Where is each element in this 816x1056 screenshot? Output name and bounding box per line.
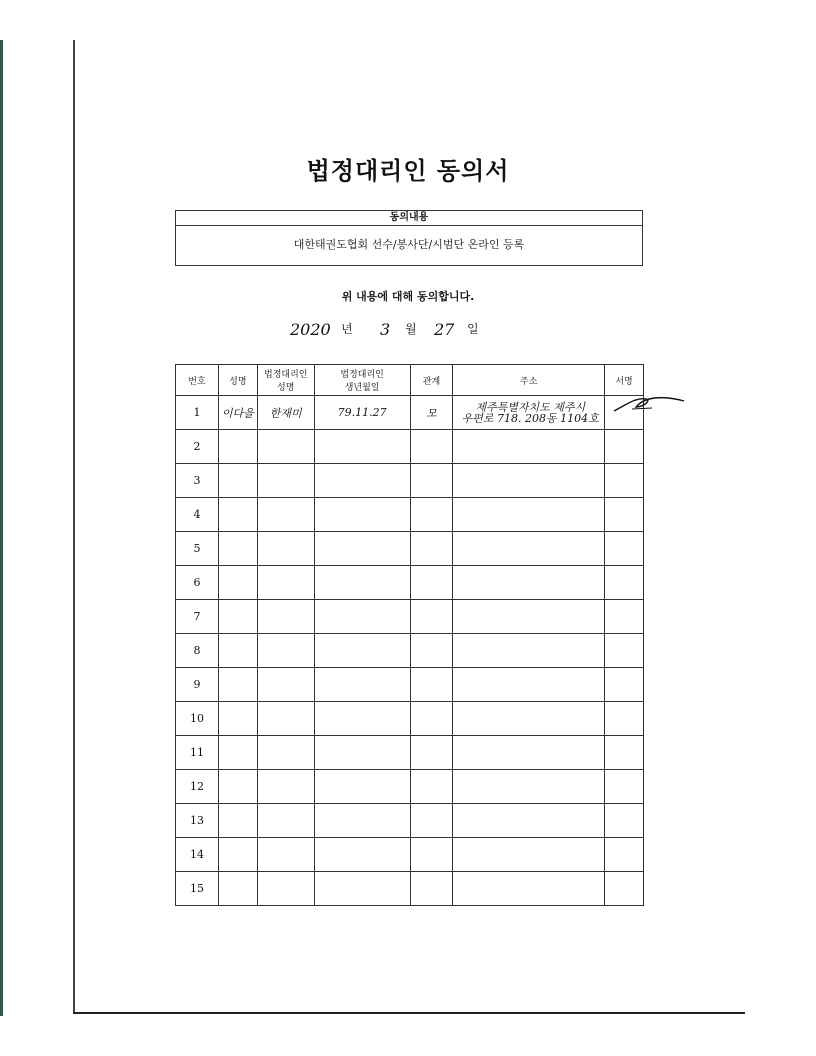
row-guardian-name — [257, 498, 314, 532]
row-guardian-dob — [314, 566, 410, 600]
row-address — [453, 532, 605, 566]
row-address — [453, 600, 605, 634]
row-relation — [410, 872, 453, 906]
row-relation — [410, 532, 453, 566]
row-relation — [410, 566, 453, 600]
table-row — [176, 634, 644, 668]
row-address-line2: 우편로 718. 208동 1104호 — [461, 411, 599, 425]
row-address — [453, 736, 605, 770]
date-year-value: 2020 — [290, 320, 331, 339]
header-number: 번호 — [176, 365, 219, 396]
row-signature — [605, 566, 644, 600]
header-address: 주소 — [453, 365, 605, 396]
row-relation — [410, 736, 453, 770]
row-name — [218, 430, 257, 464]
row-name — [218, 702, 257, 736]
table-header-row — [176, 365, 644, 396]
row-number: 10 — [176, 702, 219, 736]
table-row — [176, 668, 644, 702]
row-name — [218, 668, 257, 702]
row-name: 이다을 — [218, 396, 257, 430]
row-guardian-dob — [314, 804, 410, 838]
row-name — [218, 566, 257, 600]
row-guardian-name — [257, 566, 314, 600]
header-guardian-dob: 법정대리인 생년월일 — [314, 365, 410, 396]
row-name — [218, 736, 257, 770]
row-address — [453, 464, 605, 498]
row-guardian-dob — [314, 430, 410, 464]
row-guardian-name — [257, 838, 314, 872]
row-signature — [605, 872, 644, 906]
row-number: 2 — [176, 430, 219, 464]
row-guardian-dob — [314, 770, 410, 804]
row-guardian-name — [257, 668, 314, 702]
table-row — [176, 838, 644, 872]
row-number: 1 — [176, 396, 219, 430]
page-left-border — [73, 40, 75, 1014]
row-address — [453, 396, 605, 430]
row-guardian-dob — [314, 872, 410, 906]
consent-table — [175, 364, 644, 906]
row-number: 5 — [176, 532, 219, 566]
row-relation — [410, 702, 453, 736]
table-row — [176, 770, 644, 804]
row-address — [453, 634, 605, 668]
row-name — [218, 464, 257, 498]
row-number: 11 — [176, 736, 219, 770]
row-number: 7 — [176, 600, 219, 634]
row-signature — [605, 702, 644, 736]
table-row — [176, 804, 644, 838]
row-name — [218, 872, 257, 906]
row-relation — [410, 634, 453, 668]
header-relation: 관계 — [410, 365, 453, 396]
row-name — [218, 532, 257, 566]
table-row — [176, 872, 644, 906]
page-bottom-border — [73, 1012, 745, 1014]
row-name — [218, 838, 257, 872]
table-row — [176, 702, 644, 736]
row-address — [453, 566, 605, 600]
handwritten-signature — [612, 393, 687, 415]
row-guardian-dob — [314, 668, 410, 702]
row-guardian-dob — [314, 838, 410, 872]
row-relation — [410, 464, 453, 498]
row-guardian-dob — [314, 702, 410, 736]
header-signature: 서명 — [605, 365, 644, 396]
row-guardian-name — [257, 600, 314, 634]
row-guardian-name — [257, 430, 314, 464]
scan-edge — [0, 40, 3, 1016]
row-guardian-name — [257, 770, 314, 804]
row-number: 13 — [176, 804, 219, 838]
row-guardian-name — [257, 804, 314, 838]
row-number: 9 — [176, 668, 219, 702]
row-guardian-dob: 79.11.27 — [314, 396, 410, 430]
row-guardian-name — [257, 634, 314, 668]
row-relation — [410, 804, 453, 838]
row-address-line1: 제주특별자치도 제주시 — [475, 400, 586, 414]
row-signature — [605, 430, 644, 464]
row-guardian-name — [257, 532, 314, 566]
row-signature — [605, 634, 644, 668]
row-relation — [410, 600, 453, 634]
row-signature — [605, 804, 644, 838]
row-signature — [605, 498, 644, 532]
row-number: 15 — [176, 872, 219, 906]
row-guardian-name: 한재미 — [257, 396, 314, 430]
row-address — [453, 702, 605, 736]
table-row — [176, 430, 644, 464]
date-day-value: 27 — [434, 320, 455, 339]
table-row — [176, 532, 644, 566]
row-address — [453, 430, 605, 464]
table-row — [176, 736, 644, 770]
header-name: 성명 — [218, 365, 257, 396]
agreement-statement: 위 내용에 대해 동의합니다. — [341, 290, 475, 303]
date-month-label: 월 — [405, 322, 417, 336]
date-day-label: 일 — [467, 322, 479, 336]
row-name — [218, 498, 257, 532]
row-guardian-dob — [314, 736, 410, 770]
row-guardian-name — [257, 736, 314, 770]
table-row — [176, 498, 644, 532]
row-number: 6 — [176, 566, 219, 600]
date-month-value: 3 — [380, 320, 391, 339]
row-address — [453, 770, 605, 804]
date-year-label: 년 — [341, 322, 353, 336]
row-number: 14 — [176, 838, 219, 872]
row-name — [218, 600, 257, 634]
row-guardian-name — [257, 872, 314, 906]
row-signature — [605, 770, 644, 804]
row-relation — [410, 430, 453, 464]
row-number: 12 — [176, 770, 219, 804]
row-address — [453, 838, 605, 872]
row-relation — [410, 770, 453, 804]
row-name — [218, 804, 257, 838]
document-title: 법정대리인 동의서 — [306, 157, 510, 185]
row-address — [453, 668, 605, 702]
row-number: 4 — [176, 498, 219, 532]
consent-content-header: 동의내용 — [176, 211, 642, 226]
row-address — [453, 498, 605, 532]
row-number: 3 — [176, 464, 219, 498]
row-signature — [605, 838, 644, 872]
row-guardian-dob — [314, 532, 410, 566]
row-guardian-name — [257, 702, 314, 736]
row-address — [453, 804, 605, 838]
row-relation — [410, 498, 453, 532]
row-signature — [605, 532, 644, 566]
row-guardian-name — [257, 464, 314, 498]
table-row — [176, 396, 644, 430]
row-signature — [605, 668, 644, 702]
row-relation: 모 — [410, 396, 453, 430]
row-guardian-dob — [314, 600, 410, 634]
table-row — [176, 600, 644, 634]
consent-content-box — [175, 210, 643, 266]
row-name — [218, 634, 257, 668]
row-relation — [410, 668, 453, 702]
header-guardian-name: 법정대리인 성명 — [257, 365, 314, 396]
row-number: 8 — [176, 634, 219, 668]
row-address — [453, 872, 605, 906]
table-row — [176, 566, 644, 600]
row-relation — [410, 838, 453, 872]
table-row — [176, 464, 644, 498]
row-guardian-dob — [314, 464, 410, 498]
row-name — [218, 770, 257, 804]
consent-content-body: 대한태권도협회 선수/봉사단/시범단 온라인 등록 — [293, 238, 525, 251]
row-guardian-dob — [314, 498, 410, 532]
row-guardian-dob — [314, 634, 410, 668]
row-signature — [605, 464, 644, 498]
row-signature — [605, 736, 644, 770]
row-signature — [605, 600, 644, 634]
